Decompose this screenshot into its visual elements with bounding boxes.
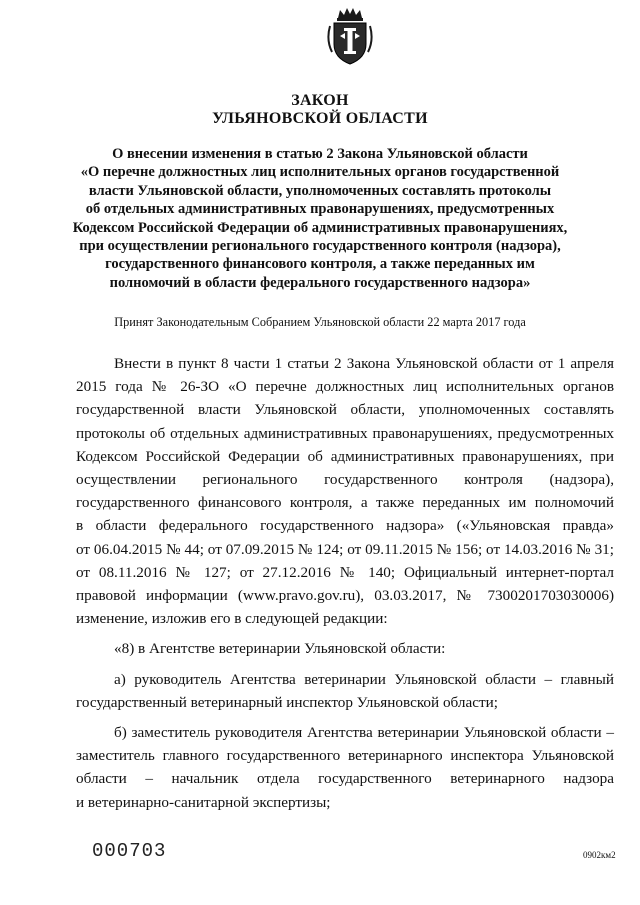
body-line: Внести в пункт 8 части 1 статьи 2 Закона Ульяновской области от 1 апреля <box>114 355 614 372</box>
list-item-a: государственный ветеринарный инспектор Ульяновской области; <box>76 693 498 711</box>
body-line: Кодексом Российской Федерации об административных правонарушениях, при <box>76 447 614 465</box>
body-line: от 08.11.2016 № 127; от 27.12.2016 № 140; Официальный интернет-портал <box>76 563 614 581</box>
subject-line: об отдельных административных правонарушениях, предусмотренных <box>85 201 555 218</box>
law-region: УЛЬЯНОВСКОЙ ОБЛАСТИ <box>212 110 428 127</box>
body-line: осуществлении регионального государственного контроля (надзора), <box>76 471 614 489</box>
body-line: протоколы об отдельных административных правонарушениях, предусмотренных <box>76 424 614 442</box>
list-item-b: и ветеринарно-санитарной экспертизы; <box>76 793 331 811</box>
law-subject <box>70 145 570 292</box>
body-line: от 06.04.2015 № 44; от 07.09.2015 № 124; от 09.11.2015 № 156; от 14.03.2016 № 31; <box>76 540 614 558</box>
body-line: в области федерального государственного надзора» («Ульяновская правда» <box>76 517 614 535</box>
registration-number: 000703 <box>92 840 167 862</box>
body-line: государственного финансового контроля, а также переданных им полномочий <box>76 494 614 512</box>
list-item-a: а) руководитель Агентства ветеринарии Ульяновской области – главный <box>114 670 614 688</box>
subject-line: Кодексом Российской Федерации об административных правонарушениях, <box>72 219 568 236</box>
subject-line: полномочий в области федерального государственного надзора» <box>109 274 531 291</box>
list-item-b: б) заместитель руководителя Агентства ветеринарии Ульяновской области – <box>114 724 614 742</box>
body-line: изменение, изложив его в следующей редакции: <box>76 610 388 628</box>
document-code: 0902км2 <box>583 850 616 860</box>
subject-line: при осуществлении регионального государственного контроля (надзора), <box>79 238 561 255</box>
list-intro: «8) в Агентстве ветеринарии Ульяновской области: <box>114 640 446 658</box>
subject-line: власти Ульяновской области, уполномоченных составлять протоколы <box>88 182 552 199</box>
body-line: государственной власти Ульяновской области, уполномоченных составлять <box>76 401 614 419</box>
subject-line: «О перечне должностных лиц исполнительных органов государственной <box>80 164 560 181</box>
list-item-b: заместитель главного государственного ветеринарного инспектора Ульяновской <box>76 747 614 765</box>
body-line: правовой информации (www.pravo.gov.ru), 03.03.2017, № 7300201703030006) <box>76 587 614 605</box>
coat-of-arms-icon <box>326 6 374 66</box>
law-title: ЗАКОН <box>291 92 349 109</box>
body-line: 2015 года № 26-ЗО «О перечне должностных лиц исполнительных органов <box>76 378 614 396</box>
law-body <box>76 352 614 814</box>
list-item-b: области – начальник отдела государственного ветеринарного надзора <box>76 770 614 788</box>
subject-line: О внесении изменения в статью 2 Закона Ульяновской области <box>112 146 528 162</box>
subject-line: государственного финансового контроля, а также переданных им <box>105 256 535 273</box>
adoption-note: Принят Законодательным Собранием Ульяновской области 22 марта 2017 года <box>114 315 526 329</box>
